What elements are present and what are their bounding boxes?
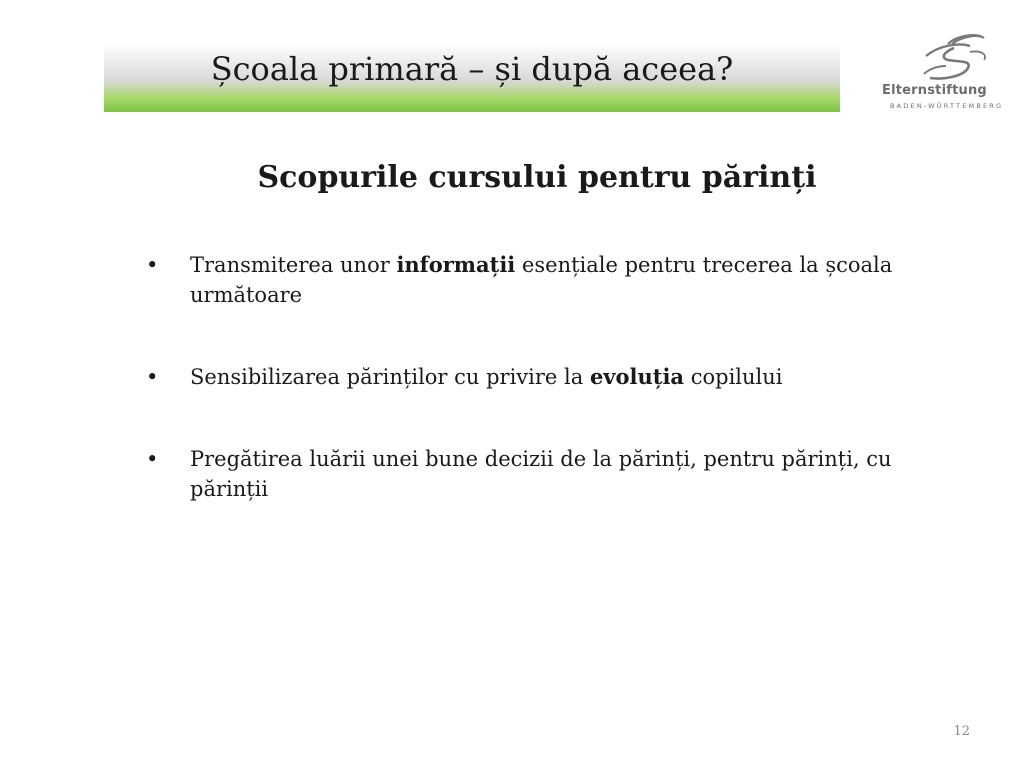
- logo-mark-icon: [918, 30, 990, 82]
- bullet-list: [146, 250, 926, 504]
- bullet-marker: •: [146, 253, 159, 277]
- logo-region: BADEN-WÜRTTEMBERG: [890, 102, 1004, 110]
- elternstiftung-logo: [876, 30, 1006, 114]
- page-number: 12: [953, 724, 970, 739]
- slide-title: Școala primară – și după aceea?: [210, 50, 734, 88]
- slide-subtitle: Scopurile cursului pentru părinți: [257, 160, 817, 195]
- bullet-bold-text: informații: [396, 252, 516, 277]
- bullet-text: esențiale pentru trecerea la școala următoare: [190, 253, 893, 307]
- bullet-item: [146, 444, 926, 504]
- bullet-text: copilului: [684, 365, 783, 389]
- logo-name: Elternstiftung: [882, 83, 987, 98]
- bullet-item: [146, 250, 926, 310]
- bullet-marker: •: [146, 447, 159, 471]
- bullet-text: Sensibilizarea părinților cu privire la: [190, 365, 590, 389]
- bullet-text: Pregătirea luării unei bune decizii de la părinți, pentru părinți, cu părinții: [190, 447, 892, 501]
- title-bar: [104, 42, 840, 112]
- bullet-item: [146, 362, 926, 392]
- bullet-marker: •: [146, 365, 159, 389]
- bullet-bold-text: evoluția: [589, 364, 685, 389]
- bullet-text: Transmiterea unor: [190, 253, 397, 277]
